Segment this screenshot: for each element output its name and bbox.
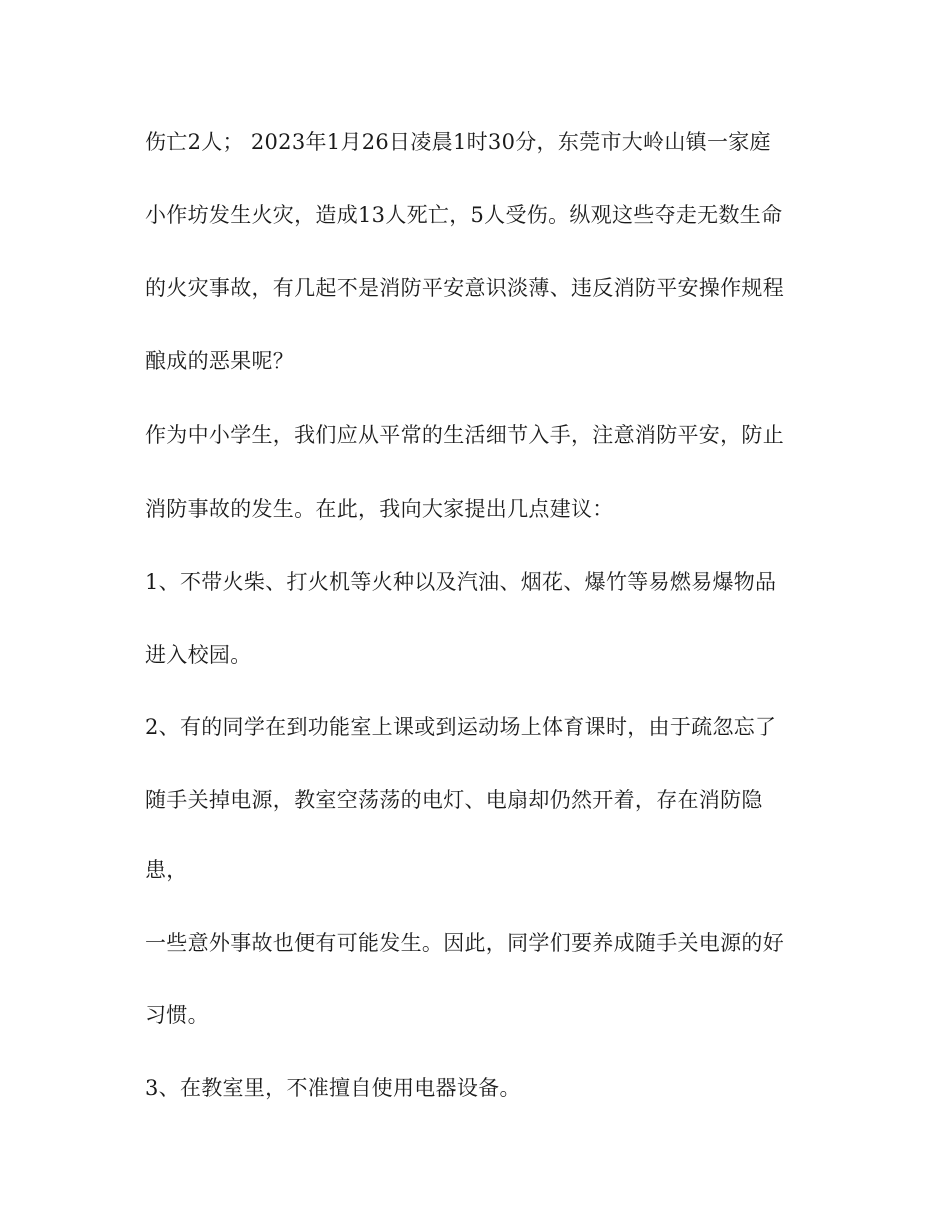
text-line-13: 习惯。 [145,1003,209,1027]
text-line-1: 伤亡2人； 2023年1月26日凌晨1时30分，东莞市大岭山镇一家庭 [145,130,771,154]
text-line-5: 作为中小学生，我们应从平常的生活细节入手，注意消防平安，防止 [145,423,784,447]
text-line-4: 酿成的恶果呢？ [145,349,295,373]
text-line-9: 2、有的同学在到功能室上课或到运动场上体育课时，由于疏忽忘了 [145,715,777,739]
text-line-14: 3、在教室里，不准擅自使用电器设备。 [145,1076,521,1100]
text-line-11: 患， [145,858,188,882]
text-line-10: 随手关掉电源，教室空荡荡的电灯、电扇却仍然开着，存在消防隐 [145,788,763,812]
text-line-6: 消防事故的发生。在此，我向大家提出几点建议： [145,497,614,521]
text-line-3: 的火灾事故，有几起不是消防平安意识淡薄、违反消防平安操作规程 [145,276,784,300]
text-line-7: 1、不带火柴、打火机等火种以及汽油、烟花、爆竹等易燃易爆物品 [145,570,777,594]
text-line-12: 一些意外事故也便有可能发生。因此，同学们要养成随手关电源的好 [145,931,784,955]
text-line-2: 小作坊发生火灾，造成13人死亡，5人受伤。纵观这些夺走无数生命 [145,203,783,227]
text-line-8: 进入校园。 [145,643,252,667]
